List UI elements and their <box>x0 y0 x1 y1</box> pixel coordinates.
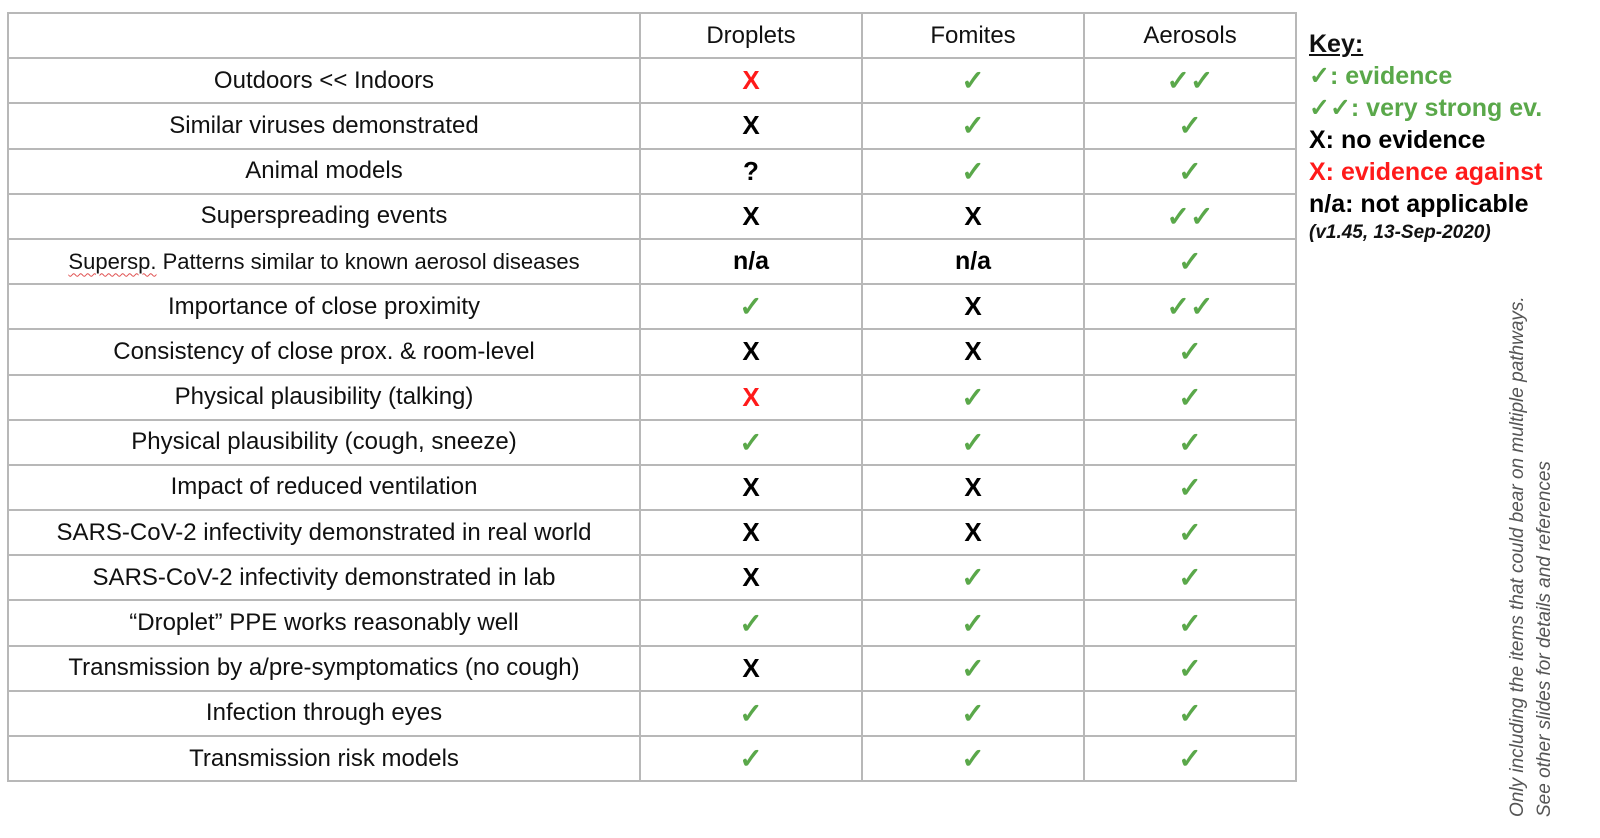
fomites-mark: ✓ <box>862 646 1084 691</box>
row-label: Impact of reduced ventilation <box>8 465 640 510</box>
table-row <box>8 239 1296 284</box>
key-evidence-against: X: evidence against <box>1309 158 1543 186</box>
table-row <box>8 284 1296 329</box>
fomites-mark: X <box>862 510 1084 555</box>
key-evidence: ✓: evidence <box>1309 62 1453 90</box>
aerosols-mark: ✓ <box>1084 510 1296 555</box>
row-label: Physical plausibility (cough, sneeze) <box>8 420 640 465</box>
evidence-table <box>7 12 1297 782</box>
aerosols-mark: ✓✓ <box>1084 58 1296 103</box>
row-label: Animal models <box>8 149 640 194</box>
table-row <box>8 58 1296 103</box>
aerosols-mark: ✓ <box>1084 691 1296 736</box>
legend-key <box>1309 28 1542 246</box>
fomites-mark: X <box>862 465 1084 510</box>
table-row <box>8 691 1296 736</box>
aerosols-mark: ✓✓ <box>1084 284 1296 329</box>
header-aerosols: Aerosols <box>1084 13 1296 58</box>
key-title: Key: <box>1309 30 1364 58</box>
key-no-evidence: X: no evidence <box>1309 126 1486 154</box>
fomites-mark: ✓ <box>862 691 1084 736</box>
row-label <box>8 239 640 284</box>
row-label: Physical plausibility (talking) <box>8 375 640 420</box>
row-label: Transmission by a/pre-symptomatics (no cough) <box>8 646 640 691</box>
row-label: Consistency of close prox. & room-level <box>8 329 640 374</box>
table-row <box>8 646 1296 691</box>
row-label: Infection through eyes <box>8 691 640 736</box>
row-label: “Droplet” PPE works reasonably well <box>8 600 640 645</box>
table-row <box>8 149 1296 194</box>
table-row <box>8 736 1296 781</box>
row-label: Outdoors << Indoors <box>8 58 640 103</box>
table-row <box>8 465 1296 510</box>
droplets-mark: X <box>640 465 862 510</box>
row-label: Importance of close proximity <box>8 284 640 329</box>
fomites-mark: ✓ <box>862 103 1084 148</box>
header-fomites: Fomites <box>862 13 1084 58</box>
key-version: (v1.45, 13-Sep-2020) <box>1309 222 1491 243</box>
table-row <box>8 329 1296 374</box>
droplets-mark: X <box>640 555 862 600</box>
droplets-mark: X <box>640 375 862 420</box>
fomites-mark: ✓ <box>862 375 1084 420</box>
aerosols-mark: ✓ <box>1084 239 1296 284</box>
header-blank <box>8 13 640 58</box>
aerosols-mark: ✓ <box>1084 149 1296 194</box>
aerosols-mark: ✓ <box>1084 375 1296 420</box>
row-label: Superspreading events <box>8 194 640 239</box>
droplets-mark: X <box>640 103 862 148</box>
table-row <box>8 510 1296 555</box>
fomites-mark: ✓ <box>862 600 1084 645</box>
fomites-mark: ✓ <box>862 555 1084 600</box>
droplets-mark: ? <box>640 149 862 194</box>
droplets-mark: n/a <box>640 239 862 284</box>
table-row <box>8 555 1296 600</box>
table-row <box>8 375 1296 420</box>
fomites-mark: ✓ <box>862 149 1084 194</box>
header-droplets: Droplets <box>640 13 862 58</box>
fomites-mark: n/a <box>862 239 1084 284</box>
aerosols-mark: ✓ <box>1084 600 1296 645</box>
row-label: Similar viruses demonstrated <box>8 103 640 148</box>
fomites-mark: ✓ <box>862 58 1084 103</box>
droplets-mark: ✓ <box>640 600 862 645</box>
aerosols-mark: ✓✓ <box>1084 194 1296 239</box>
row-label-rest: Patterns similar to known aerosol diseases <box>156 248 580 274</box>
table-row <box>8 194 1296 239</box>
row-label: SARS-CoV-2 infectivity demonstrated in real world <box>8 510 640 555</box>
table-row <box>8 103 1296 148</box>
aerosols-mark: ✓ <box>1084 465 1296 510</box>
aerosols-mark: ✓ <box>1084 646 1296 691</box>
droplets-mark: X <box>640 646 862 691</box>
header-row <box>8 13 1296 58</box>
row-label: SARS-CoV-2 infectivity demonstrated in lab <box>8 555 640 600</box>
table-row <box>8 600 1296 645</box>
droplets-mark: X <box>640 194 862 239</box>
droplets-mark: ✓ <box>640 736 862 781</box>
aerosols-mark: ✓ <box>1084 420 1296 465</box>
side-note: Only including the items that could bear on multiple pathways. See other slides for details and references <box>1507 296 1555 817</box>
key-not-applicable: n/a: not applicable <box>1309 190 1529 218</box>
fomites-mark: X <box>862 284 1084 329</box>
key-very-strong-evidence: ✓✓: very strong ev. <box>1309 94 1543 122</box>
droplets-mark: ✓ <box>640 691 862 736</box>
droplets-mark: X <box>640 329 862 374</box>
aerosols-mark: ✓ <box>1084 736 1296 781</box>
fomites-mark: ✓ <box>862 420 1084 465</box>
aerosols-mark: ✓ <box>1084 555 1296 600</box>
droplets-mark: X <box>640 510 862 555</box>
aerosols-mark: ✓ <box>1084 103 1296 148</box>
fomites-mark: X <box>862 194 1084 239</box>
fomites-mark: X <box>862 329 1084 374</box>
fomites-mark: ✓ <box>862 736 1084 781</box>
droplets-mark: X <box>640 58 862 103</box>
aerosols-mark: ✓ <box>1084 329 1296 374</box>
spellcheck-underlined-word: Supersp. <box>68 248 157 274</box>
droplets-mark: ✓ <box>640 284 862 329</box>
table-row <box>8 420 1296 465</box>
droplets-mark: ✓ <box>640 420 862 465</box>
row-label: Transmission risk models <box>8 736 640 781</box>
